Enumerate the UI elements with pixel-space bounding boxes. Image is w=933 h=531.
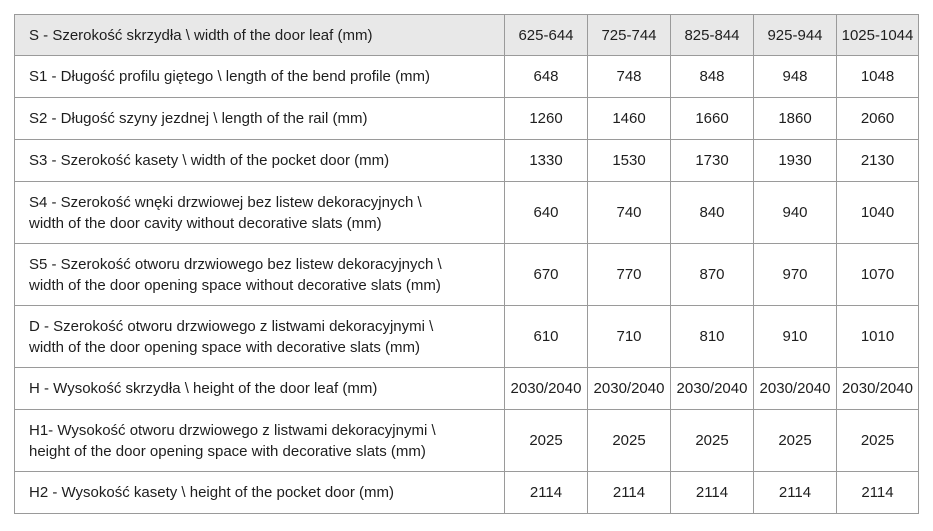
- table-cell: 2130: [837, 140, 919, 182]
- table-row: [15, 368, 919, 410]
- row-label: [15, 472, 505, 514]
- table-cell: 1025-1044: [837, 15, 919, 56]
- table-cell: 2114: [588, 472, 671, 514]
- table-cell: 2030/2040: [588, 368, 671, 410]
- table-cell: 1048: [837, 56, 919, 98]
- table-cell: 1010: [837, 306, 919, 368]
- table-cell: 610: [505, 306, 588, 368]
- table-cell: 710: [588, 306, 671, 368]
- table-cell: 940: [754, 182, 837, 244]
- table-cell: 2030/2040: [671, 368, 754, 410]
- table-cell: 2030/2040: [505, 368, 588, 410]
- table-cell: 625-644: [505, 15, 588, 56]
- table-cell: 2030/2040: [754, 368, 837, 410]
- table-row: [15, 56, 919, 98]
- row-label: [15, 368, 505, 410]
- row-label-line: S1 - Długość profilu giętego \ length of the bend profile (mm): [29, 68, 431, 85]
- table-cell: 910: [754, 306, 837, 368]
- table-cell: 2025: [754, 410, 837, 472]
- table-cell: 1070: [837, 244, 919, 306]
- table-cell: 748: [588, 56, 671, 98]
- table-cell: 2025: [588, 410, 671, 472]
- table-cell: 848: [671, 56, 754, 98]
- table-row: [15, 244, 919, 306]
- table-cell: 725-744: [588, 15, 671, 56]
- table-cell: 825-844: [671, 15, 754, 56]
- table-cell: 640: [505, 182, 588, 244]
- row-label-line: H - Wysokość skrzydła \ height of the door leaf (mm): [29, 380, 378, 397]
- row-label: [15, 410, 505, 472]
- row-label-line: height of the door opening space with decorative slats (mm): [29, 442, 426, 460]
- table-cell: 670: [505, 244, 588, 306]
- table-cell: 925-944: [754, 15, 837, 56]
- table-cell: 840: [671, 182, 754, 244]
- table-cell: 1330: [505, 140, 588, 182]
- table-cell: 1860: [754, 98, 837, 140]
- table-cell: 1040: [837, 182, 919, 244]
- row-label: [15, 98, 505, 140]
- spec-table-container: [14, 14, 919, 514]
- row-label: [15, 306, 505, 368]
- table-cell: 948: [754, 56, 837, 98]
- table-row: [15, 410, 919, 472]
- table-row: [15, 306, 919, 368]
- row-label-line: width of the door opening space without decorative slats (mm): [29, 276, 441, 294]
- table-cell: 2025: [671, 410, 754, 472]
- table-cell: 2114: [837, 472, 919, 514]
- table-cell: 2114: [505, 472, 588, 514]
- row-label: [15, 140, 505, 182]
- door-dimensions-table: [14, 14, 919, 514]
- table-cell: 870: [671, 244, 754, 306]
- row-label-line: width of the door opening space with decorative slats (mm): [29, 338, 421, 356]
- table-cell: 1930: [754, 140, 837, 182]
- row-label-line: D - Szerokość otworu drzwiowego z listwami dekoracyjnymi \: [29, 317, 434, 335]
- row-label-line: S3 - Szerokość kasety \ width of the pocket door (mm): [29, 152, 390, 169]
- table-cell: 1660: [671, 98, 754, 140]
- row-label-line: S2 - Długość szyny jezdnej \ length of the rail (mm): [29, 110, 368, 127]
- table-cell: 740: [588, 182, 671, 244]
- table-row: [15, 182, 919, 244]
- row-label: [15, 182, 505, 244]
- row-label-line: S - Szerokość skrzydła \ width of the door leaf (mm): [29, 26, 373, 44]
- table-cell: 2025: [505, 410, 588, 472]
- table-cell: 2114: [754, 472, 837, 514]
- row-label-line: S5 - Szerokość otworu drzwiowego bez listew dekoracyjnych \: [29, 255, 442, 273]
- table-row: [15, 472, 919, 514]
- table-cell: 810: [671, 306, 754, 368]
- table-cell: 2060: [837, 98, 919, 140]
- table-cell: 1530: [588, 140, 671, 182]
- table-cell: 1260: [505, 98, 588, 140]
- table-row: [15, 140, 919, 182]
- row-label: [15, 244, 505, 306]
- table-cell: 2030/2040: [837, 368, 919, 410]
- table-cell: 2114: [671, 472, 754, 514]
- table-cell: 1460: [588, 98, 671, 140]
- row-label-line: width of the door cavity without decorative slats (mm): [29, 214, 382, 232]
- table-cell: 970: [754, 244, 837, 306]
- table-cell: 2025: [837, 410, 919, 472]
- row-label: [15, 56, 505, 98]
- table-cell: 770: [588, 244, 671, 306]
- row-label-line: H1- Wysokość otworu drzwiowego z listwami dekoracyjnymi \: [29, 421, 436, 439]
- table-row: [15, 98, 919, 140]
- row-label-line: S4 - Szerokość wnęki drzwiowej bez listew dekoracyjnych \: [29, 193, 422, 211]
- table-cell: 648: [505, 56, 588, 98]
- row-label-line: H2 - Wysokość kasety \ height of the pocket door (mm): [29, 484, 395, 501]
- row-label: [15, 15, 505, 56]
- table-cell: 1730: [671, 140, 754, 182]
- table-header-row: [15, 15, 919, 56]
